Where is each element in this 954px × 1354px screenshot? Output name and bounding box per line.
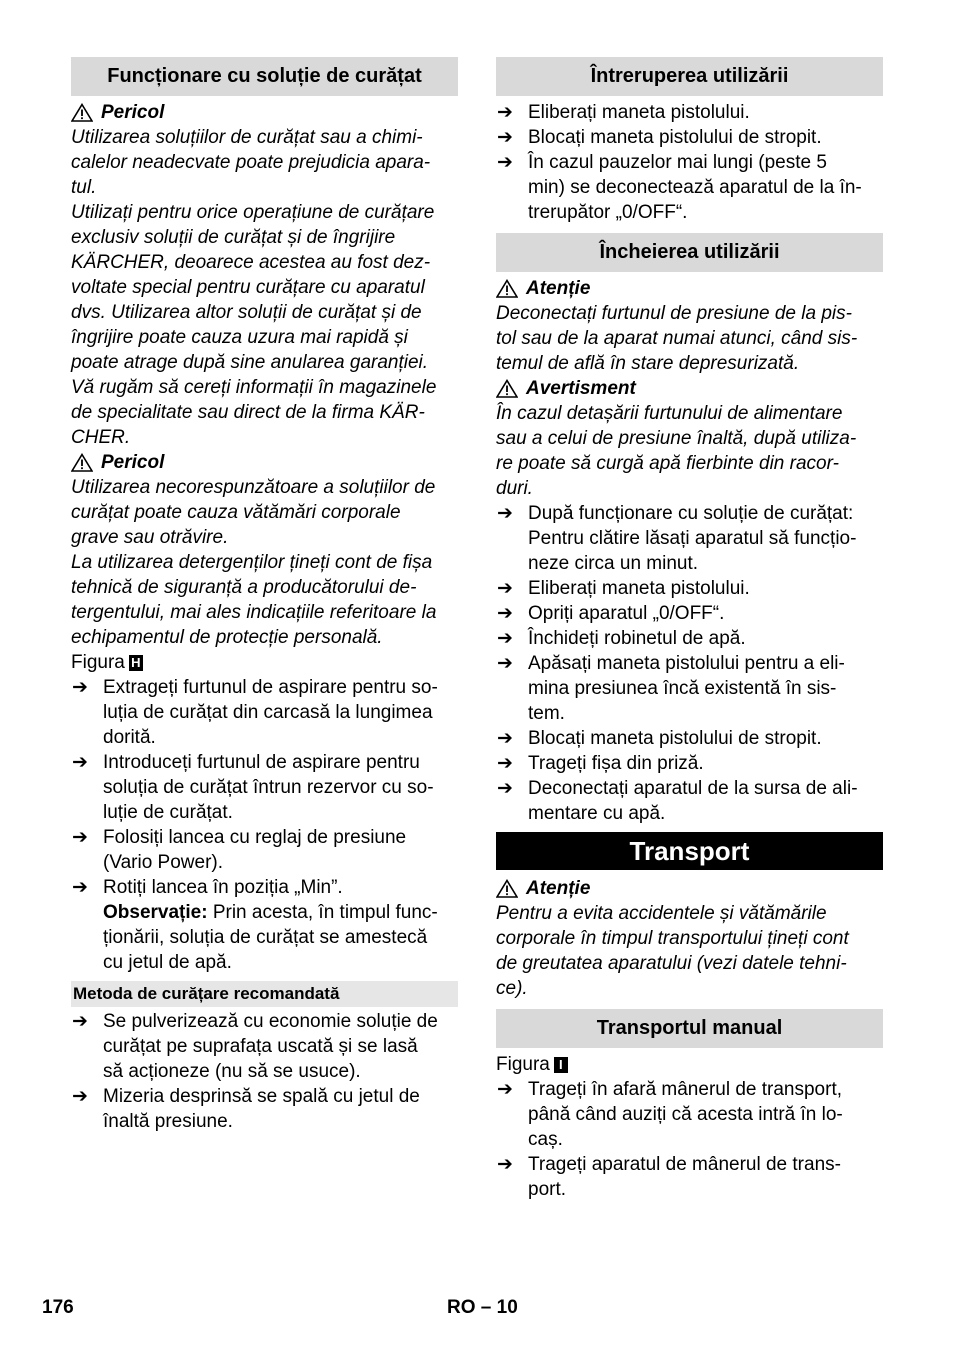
page-code: RO – 10: [447, 1297, 518, 1318]
warning-line: sau a celui de presiune înaltă, după utiliza-: [496, 428, 857, 449]
list-item: [496, 601, 883, 626]
warning-text-danger-2: [71, 475, 458, 650]
list-item-line: Introduceți furtunul de aspirare pentru: [103, 752, 420, 773]
list-item-line: Închideți robinetul de apă.: [528, 628, 746, 649]
list-item-line: min) se deconectează aparatul de la în-: [528, 177, 862, 198]
arrow-right-icon: ➔: [497, 503, 513, 524]
warning-line: În cazul detașării furtunului de alimentare: [496, 403, 843, 424]
list-item: [496, 1152, 883, 1202]
list-item: [496, 1077, 883, 1152]
warning-line: calelor neadecvate poate prejudicia apara-: [71, 152, 431, 173]
warning-title-avertisment: [496, 376, 883, 401]
arrow-right-icon: ➔: [497, 753, 513, 774]
instruction-list-method: [71, 1009, 458, 1134]
warning-title-text: Atenție: [526, 278, 591, 299]
list-item-line: Deconectați aparatul de la sursa de ali-: [528, 778, 858, 799]
list-item-line: trerupător „0/OFF“.: [528, 202, 688, 223]
list-item-line: Trageți în afară mânerul de transport,: [528, 1079, 843, 1100]
list-item-line: Trageți aparatul de mânerul de trans-: [528, 1154, 841, 1175]
list-item-line: Eliberați maneta pistolului.: [528, 578, 750, 599]
figure-reference-i: [496, 1052, 883, 1077]
warning-line: îngrijire poate cauza uzura mai rapidă și: [71, 327, 408, 348]
warning-line: tul.: [71, 177, 97, 198]
list-item-line: Blocați maneta pistolului de stropit.: [528, 127, 822, 148]
note-text: Prin acesta, în timpul func-: [207, 902, 438, 923]
warning-title-attention: [496, 276, 883, 301]
list-item-line: (Vario Power).: [103, 852, 224, 873]
arrow-right-icon: ➔: [497, 1154, 513, 1175]
note-label: Observație:: [103, 902, 208, 923]
warning-line: KÄRCHER, deoarece acestea au fost dez-: [71, 252, 431, 273]
right-column: [496, 57, 883, 1202]
list-item-line: port.: [528, 1179, 567, 1200]
arrow-right-icon: ➔: [497, 102, 513, 123]
warning-title-danger-1: [71, 100, 458, 125]
note-line: cu jetul de apă.: [103, 952, 232, 973]
arrow-right-icon: ➔: [72, 1011, 88, 1032]
list-item: [71, 1084, 458, 1134]
arrow-right-icon: ➔: [72, 677, 88, 698]
warning-triangle-icon: [496, 379, 518, 398]
list-item-line: Rotiți lancea în poziția „Min”.: [103, 877, 343, 898]
arrow-right-icon: ➔: [72, 827, 88, 848]
list-item: [496, 576, 883, 601]
list-item-line: Folosiți lancea cu reglaj de presiune: [103, 827, 407, 848]
subheading-recommended-method: Metoda de curățare recomandată: [71, 981, 458, 1007]
warning-title-text: Pericol: [101, 452, 165, 473]
warning-title-danger-2: [71, 450, 458, 475]
list-item-line: Trageți fișa din priză.: [528, 753, 704, 774]
warning-text-transport: [496, 901, 883, 1001]
list-item-line: Blocați maneta pistolului de stropit.: [528, 728, 822, 749]
warning-line: Utilizarea necorespunzătoare a soluțiilor de: [71, 477, 436, 498]
arrow-right-icon: ➔: [497, 778, 513, 799]
list-item: [71, 675, 458, 750]
instruction-list-cleaning: [71, 675, 458, 975]
arrow-right-icon: ➔: [497, 728, 513, 749]
warning-line: Utilizați pentru orice operațiune de curățare: [71, 202, 435, 223]
warning-line: curățat poate cauza vătămări corporale: [71, 502, 401, 523]
warning-line: echipamentul de protecție personală.: [71, 627, 383, 648]
instruction-list-interrupt: [496, 100, 883, 225]
chapter-heading-transport: Transport: [496, 832, 883, 870]
figure-letter-badge: I: [554, 1057, 568, 1073]
warning-line: de greutatea aparatului (vezi datele tehni-: [496, 953, 847, 974]
list-item: [71, 1009, 458, 1084]
warning-line: CHER.: [71, 427, 131, 448]
warning-title-text: Atenție: [526, 878, 591, 899]
warning-line: dvs. Utilizarea altor soluții de curățat și de: [71, 302, 422, 323]
warning-line: exclusiv soluții de curățat și de îngrijire: [71, 227, 396, 248]
list-item-line: În cazul pauzelor mai lungi (peste 5: [528, 152, 827, 173]
list-item-line: soluția de curățat întrun rezervor cu so-: [103, 777, 434, 798]
warning-triangle-icon: [496, 879, 518, 898]
figure-label: Figura: [496, 1054, 550, 1075]
warning-line: Pentru a evita accidentele și vătămările: [496, 903, 827, 924]
figure-reference-h: [71, 650, 458, 675]
instruction-list-finish: [496, 501, 883, 826]
warning-triangle-icon: [71, 103, 93, 122]
list-item: [496, 626, 883, 651]
warning-text-danger-1: [71, 125, 458, 450]
list-item: [71, 750, 458, 825]
list-item-line: să acționeze (nu să se usuce).: [103, 1061, 361, 1082]
list-item-line: După funcționare cu soluție de curățat:: [528, 503, 854, 524]
warning-line: corporale în timpul transportului țineți cont: [496, 928, 849, 949]
warning-line: Deconectați furtunul de presiune de la pis-: [496, 303, 852, 324]
arrow-right-icon: ➔: [497, 628, 513, 649]
arrow-right-icon: ➔: [497, 1079, 513, 1100]
list-item: [71, 825, 458, 875]
warning-line: duri.: [496, 478, 533, 499]
warning-line: Vă rugăm să cereți informații în magazinele: [71, 377, 437, 398]
list-item-line: până când auziți că acesta intră în lo-: [528, 1104, 843, 1125]
warning-text-attention: [496, 301, 883, 376]
section-heading-manual-transport: Transportul manual: [496, 1009, 883, 1048]
section-heading-cleaning-solution: Funcționare cu soluție de curățat: [71, 57, 458, 96]
section-heading-finish: Încheierea utilizării: [496, 233, 883, 272]
list-item: [496, 751, 883, 776]
list-item-line: Opriți aparatul „0/OFF“.: [528, 603, 725, 624]
arrow-right-icon: ➔: [497, 653, 513, 674]
list-item-line: Eliberați maneta pistolului.: [528, 102, 750, 123]
list-item-line: caș.: [528, 1129, 563, 1150]
arrow-right-icon: ➔: [497, 127, 513, 148]
warning-line: ce).: [496, 978, 528, 999]
warning-title-transport: [496, 876, 883, 901]
list-item-line: Pentru clătire lăsați aparatul să funcțio-: [528, 528, 857, 549]
section-heading-interrupt: Întreruperea utilizării: [496, 57, 883, 96]
warning-line: poate atrage după sine anularea garanției.: [71, 352, 429, 373]
figure-label: Figura: [71, 652, 125, 673]
list-item: [496, 125, 883, 150]
arrow-right-icon: ➔: [497, 578, 513, 599]
warning-triangle-icon: [496, 279, 518, 298]
arrow-right-icon: ➔: [72, 877, 88, 898]
list-item: [496, 100, 883, 125]
list-item: [496, 726, 883, 751]
warning-line: de specialitate sau direct de la firma KÄR-: [71, 402, 425, 423]
list-item: [496, 776, 883, 826]
note-line: [103, 900, 458, 925]
arrow-right-icon: ➔: [72, 1086, 88, 1107]
list-item-line: tem.: [528, 703, 565, 724]
list-item-line: Se pulverizează cu economie soluție de: [103, 1011, 438, 1032]
warning-text-avertisment: [496, 401, 883, 501]
arrow-right-icon: ➔: [497, 152, 513, 173]
list-item: [496, 651, 883, 726]
list-item: [496, 150, 883, 225]
warning-title-text: Pericol: [101, 102, 165, 123]
list-item-line: neze circa un minut.: [528, 553, 699, 574]
list-item-line: Extrageți furtunul de aspirare pentru so-: [103, 677, 438, 698]
note-line: ționării, soluția de curățat se amestecă: [103, 927, 428, 948]
list-item-line: mina presiunea încă existentă în sis-: [528, 678, 837, 699]
list-item-line: curățat pe suprafața uscată și se lasă: [103, 1036, 418, 1057]
warning-line: temul de află în stare depresurizată.: [496, 353, 800, 374]
list-item-line: Mizeria desprinsă se spală cu jetul de: [103, 1086, 420, 1107]
warning-line: Utilizarea soluțiilor de curățat sau a chimi-: [71, 127, 423, 148]
warning-line: La utilizarea detergenților țineți cont de fișa: [71, 552, 433, 573]
figure-letter-badge: H: [129, 655, 143, 671]
list-item-line: Apăsați maneta pistolului pentru a eli-: [528, 653, 845, 674]
warning-title-text: Avertisment: [526, 378, 636, 399]
warning-line: voltate special pentru curățare cu aparatul: [71, 277, 425, 298]
arrow-right-icon: ➔: [497, 603, 513, 624]
list-item: [496, 501, 883, 576]
list-item-line: înaltă presiune.: [103, 1111, 233, 1132]
warning-triangle-icon: [71, 453, 93, 472]
page-number: 176: [42, 1297, 74, 1318]
left-column: [71, 57, 458, 1134]
warning-line: tehnică de siguranță a producătorului de-: [71, 577, 417, 598]
warning-line: tergentului, mai ales indicațiile referitoare la: [71, 602, 437, 623]
warning-line: tol sau de la aparat numai atunci, când sis-: [496, 328, 858, 349]
warning-line: re poate să curgă apă fierbinte din racor-: [496, 453, 839, 474]
list-item-line: luția de curățat din carcasă la lungimea: [103, 702, 433, 723]
arrow-right-icon: ➔: [72, 752, 88, 773]
instruction-list-transport: [496, 1077, 883, 1202]
list-item-line: dorită.: [103, 727, 156, 748]
list-item-line: mentare cu apă.: [528, 803, 666, 824]
list-item: [71, 875, 458, 975]
list-item-line: luție de curățat.: [103, 802, 233, 823]
warning-line: grave sau otrăvire.: [71, 527, 229, 548]
